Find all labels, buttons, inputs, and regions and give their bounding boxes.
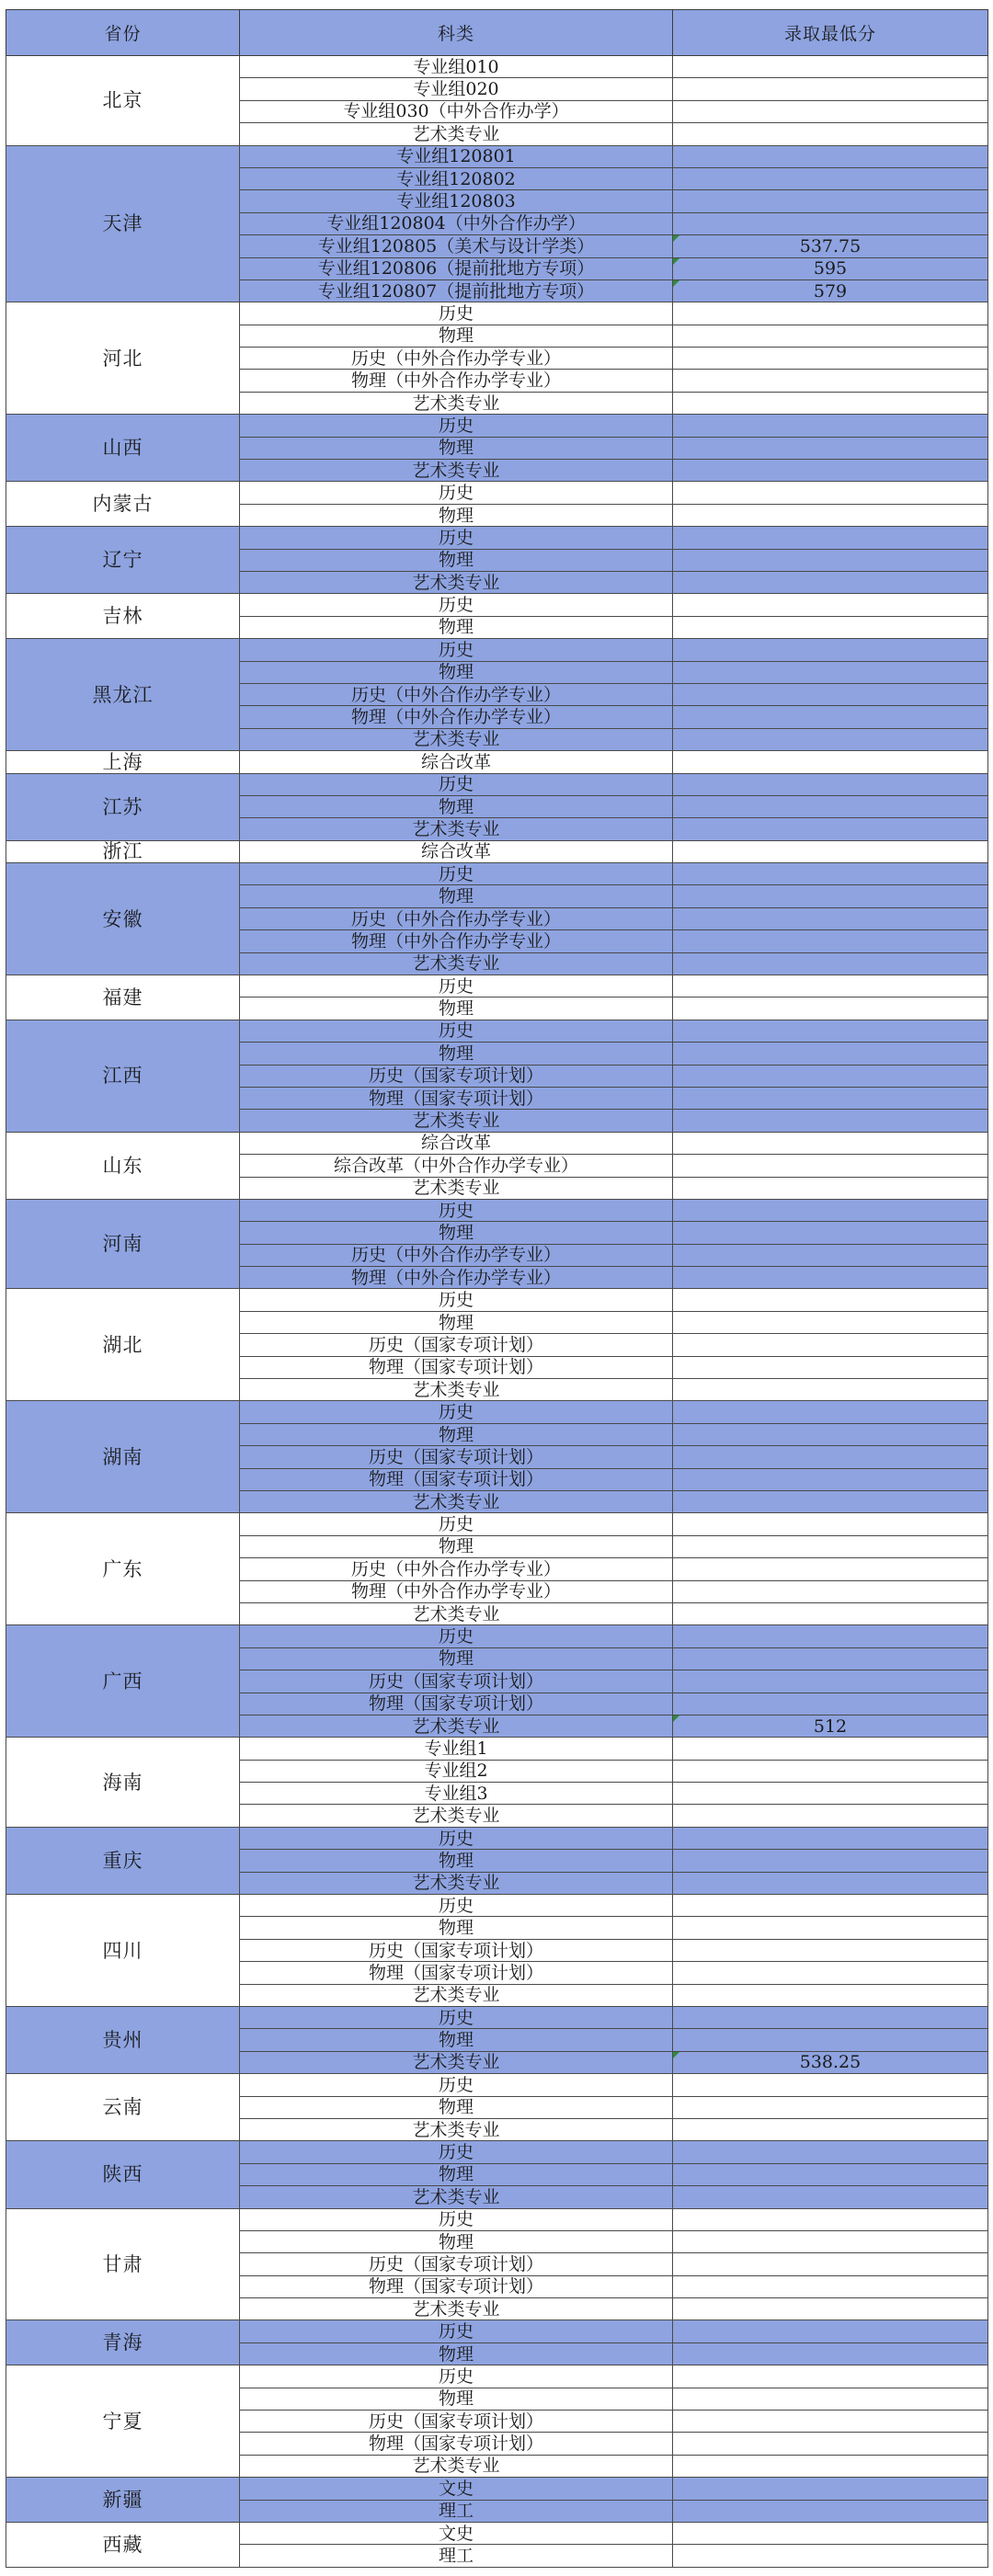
- province-cell: 陕西: [6, 2141, 240, 2208]
- min-score-cell: [673, 1423, 988, 1445]
- category-cell: 物理: [240, 885, 673, 907]
- category-cell: 物理: [240, 325, 673, 347]
- min-score-cell: [673, 325, 988, 347]
- min-score-cell: [673, 706, 988, 728]
- category-cell: 物理: [240, 1311, 673, 1333]
- table-row: [6, 840, 988, 862]
- category-cell: 专业组120803: [240, 190, 673, 212]
- province-cell: 北京: [6, 56, 240, 146]
- province-cell: 重庆: [6, 1827, 240, 1894]
- table-row: [6, 1895, 988, 1917]
- table-row: [6, 975, 988, 997]
- category-cell: 专业组120804（中外合作办学）: [240, 212, 673, 234]
- min-score-cell: [673, 1872, 988, 1894]
- min-score-cell: [673, 392, 988, 414]
- category-cell: 艺术类专业: [240, 2118, 673, 2140]
- min-score-cell: 538.25: [673, 2051, 988, 2073]
- min-score-cell: [673, 2433, 988, 2455]
- min-score-cell: [673, 683, 988, 705]
- min-score-cell: [673, 302, 988, 325]
- min-score-cell: [673, 78, 988, 100]
- min-score-cell: [673, 2074, 988, 2096]
- province-cell: 海南: [6, 1738, 240, 1828]
- category-cell: 物理: [240, 1222, 673, 1244]
- category-cell: 历史（国家专项计划）: [240, 2411, 673, 2433]
- min-score-cell: [673, 437, 988, 459]
- min-score-cell: 537.75: [673, 235, 988, 257]
- category-cell: 历史: [240, 1895, 673, 1917]
- min-score-cell: [673, 751, 988, 773]
- province-cell: 河南: [6, 1199, 240, 1289]
- category-cell: 艺术类专业: [240, 571, 673, 593]
- min-score-cell: [673, 1805, 988, 1827]
- category-cell: 物理: [240, 661, 673, 683]
- min-score-cell: [673, 952, 988, 975]
- category-cell: 物理（中外合作办学专业）: [240, 930, 673, 952]
- min-score-cell: [673, 2208, 988, 2230]
- min-score-cell: [673, 2186, 988, 2208]
- category-cell: 物理: [240, 1535, 673, 1557]
- category-cell: 历史（国家专项计划）: [240, 1334, 673, 1356]
- category-cell: 艺术类专业: [240, 2186, 673, 2208]
- category-cell: 艺术类专业: [240, 460, 673, 482]
- category-cell: 物理: [240, 1850, 673, 1872]
- category-cell: 物理（中外合作办学专业）: [240, 370, 673, 392]
- table-row: [6, 2074, 988, 2096]
- header-row: [6, 10, 988, 56]
- min-score-cell: [673, 190, 988, 212]
- category-cell: 艺术类专业: [240, 1715, 673, 1737]
- category-cell: 历史: [240, 594, 673, 616]
- table-row: [6, 2006, 988, 2028]
- min-score-cell: [673, 1602, 988, 1624]
- category-cell: 艺术类专业: [240, 1872, 673, 1894]
- min-score-cell: [673, 1356, 988, 1378]
- category-cell: 综合改革: [240, 751, 673, 773]
- header-category: 科类: [240, 10, 673, 56]
- min-score-cell: [673, 1738, 988, 1760]
- category-cell: 物理: [240, 1043, 673, 1065]
- category-cell: 文史: [240, 2522, 673, 2544]
- min-score-cell: [673, 1110, 988, 1132]
- table-row: [6, 415, 988, 437]
- table-row: [6, 751, 988, 773]
- province-cell: 甘肃: [6, 2208, 240, 2320]
- category-cell: 物理: [240, 2163, 673, 2185]
- min-score-cell: [673, 2545, 988, 2567]
- category-cell: 理工: [240, 2500, 673, 2522]
- table-row: [6, 56, 988, 78]
- min-score-cell: [673, 616, 988, 638]
- category-cell: 艺术类专业: [240, 952, 673, 975]
- min-score-cell: [673, 1760, 988, 1782]
- min-score-cell: [673, 1827, 988, 1849]
- min-score-cell: [673, 863, 988, 885]
- category-cell: 文史: [240, 2478, 673, 2500]
- min-score-cell: [673, 594, 988, 616]
- category-cell: 理工: [240, 2545, 673, 2567]
- table-row: [6, 639, 988, 661]
- category-cell: 历史: [240, 1401, 673, 1423]
- category-cell: 专业组120802: [240, 167, 673, 189]
- min-score-cell: [673, 1043, 988, 1065]
- min-score-cell: [673, 1065, 988, 1087]
- min-score-cell: [673, 1244, 988, 1266]
- min-score-cell: [673, 1625, 988, 1647]
- min-score-cell: [673, 2365, 988, 2388]
- category-cell: 历史（中外合作办学专业）: [240, 1244, 673, 1266]
- table-row: [6, 1827, 988, 1849]
- min-score-cell: [673, 2253, 988, 2275]
- min-score-cell: [673, 212, 988, 234]
- table-row: [6, 594, 988, 616]
- header-province: 省份: [6, 10, 240, 56]
- min-score-cell: [673, 1850, 988, 1872]
- province-cell: 福建: [6, 975, 240, 1020]
- category-cell: 历史: [240, 527, 673, 549]
- category-cell: 物理（国家专项计划）: [240, 1468, 673, 1490]
- category-cell: 物理（中外合作办学专业）: [240, 1580, 673, 1602]
- min-score-cell: 512: [673, 1715, 988, 1737]
- province-cell: 天津: [6, 145, 240, 302]
- category-cell: 物理: [240, 549, 673, 571]
- table-row: [6, 2141, 988, 2163]
- category-cell: 历史: [240, 2365, 673, 2388]
- province-cell: 山东: [6, 1132, 240, 1199]
- min-score-cell: [673, 818, 988, 840]
- min-score-cell: [673, 1535, 988, 1557]
- category-cell: 艺术类专业: [240, 1805, 673, 1827]
- category-cell: 历史: [240, 773, 673, 795]
- min-score-cell: [673, 2006, 988, 2028]
- min-score-cell: [673, 661, 988, 683]
- category-cell: 历史（国家专项计划）: [240, 1670, 673, 1693]
- min-score-cell: [673, 1491, 988, 1513]
- table-row: [6, 482, 988, 504]
- min-score-cell: [673, 997, 988, 1020]
- min-score-cell: [673, 1580, 988, 1602]
- min-score-cell: [673, 348, 988, 370]
- category-cell: 物理: [240, 795, 673, 817]
- province-cell: 浙江: [6, 840, 240, 862]
- min-score-cell: [673, 1177, 988, 1199]
- category-cell: 物理: [240, 1917, 673, 1939]
- min-score-cell: [673, 482, 988, 504]
- province-cell: 内蒙古: [6, 482, 240, 527]
- category-cell: 物理（国家专项计划）: [240, 1962, 673, 1984]
- min-score-cell: [673, 728, 988, 750]
- table-row: [6, 1513, 988, 1535]
- category-cell: 物理（中外合作办学专业）: [240, 1267, 673, 1289]
- table-row: [6, 1625, 988, 1647]
- min-score-cell: [673, 1917, 988, 1939]
- min-score-cell: [673, 2455, 988, 2477]
- min-score-cell: [673, 1020, 988, 1042]
- province-cell: 湖南: [6, 1401, 240, 1513]
- category-cell: 艺术类专业: [240, 728, 673, 750]
- min-score-cell: [673, 370, 988, 392]
- min-score-cell: [673, 1267, 988, 1289]
- min-score-cell: [673, 885, 988, 907]
- category-cell: 物理（国家专项计划）: [240, 1087, 673, 1109]
- table-row: [6, 1738, 988, 1760]
- province-cell: 西藏: [6, 2522, 240, 2567]
- category-cell: 专业组3: [240, 1783, 673, 1805]
- province-cell: 黑龙江: [6, 639, 240, 751]
- province-cell: 江西: [6, 1020, 240, 1132]
- min-score-cell: [673, 1311, 988, 1333]
- table-row: [6, 1199, 988, 1221]
- category-cell: 物理: [240, 616, 673, 638]
- header-min-score: 录取最低分: [673, 10, 988, 56]
- table-row: [6, 2365, 988, 2388]
- min-score-cell: [673, 907, 988, 929]
- min-score-cell: [673, 930, 988, 952]
- min-score-cell: [673, 795, 988, 817]
- category-cell: 历史: [240, 1513, 673, 1535]
- category-cell: 物理: [240, 997, 673, 1020]
- province-cell: 四川: [6, 1895, 240, 2007]
- category-cell: 专业组120806（提前批地方专项）: [240, 257, 673, 279]
- min-score-cell: [673, 1468, 988, 1490]
- min-score-cell: [673, 145, 988, 167]
- min-score-cell: [673, 2230, 988, 2252]
- category-cell: 历史: [240, 863, 673, 885]
- min-score-cell: [673, 1132, 988, 1154]
- table-row: [6, 1401, 988, 1423]
- min-score-cell: [673, 2411, 988, 2433]
- min-score-cell: 579: [673, 279, 988, 302]
- min-score-cell: [673, 975, 988, 997]
- category-cell: 历史: [240, 415, 673, 437]
- category-cell: 物理: [240, 2029, 673, 2051]
- category-cell: 艺术类专业: [240, 818, 673, 840]
- category-cell: 物理: [240, 437, 673, 459]
- table-row: [6, 302, 988, 325]
- min-score-cell: 595: [673, 257, 988, 279]
- min-score-cell: [673, 2522, 988, 2544]
- category-cell: 艺术类专业: [240, 1110, 673, 1132]
- min-score-cell: [673, 2163, 988, 2185]
- category-cell: 艺术类专业: [240, 2298, 673, 2320]
- category-cell: 历史: [240, 975, 673, 997]
- province-cell: 青海: [6, 2320, 240, 2365]
- min-score-cell: [673, 1783, 988, 1805]
- table-row: [6, 773, 988, 795]
- min-score-cell: [673, 1379, 988, 1401]
- category-cell: 历史: [240, 2208, 673, 2230]
- min-score-cell: [673, 123, 988, 145]
- category-cell: 物理: [240, 1423, 673, 1445]
- category-cell: 专业组120807（提前批地方专项）: [240, 279, 673, 302]
- category-cell: 艺术类专业: [240, 1602, 673, 1624]
- category-cell: 综合改革（中外合作办学专业）: [240, 1155, 673, 1177]
- min-score-cell: [673, 1446, 988, 1468]
- category-cell: 历史: [240, 2141, 673, 2163]
- min-score-cell: [673, 1222, 988, 1244]
- category-cell: 艺术类专业: [240, 123, 673, 145]
- min-score-cell: [673, 1939, 988, 1961]
- category-cell: 物理（中外合作办学专业）: [240, 706, 673, 728]
- category-cell: 综合改革: [240, 840, 673, 862]
- table-row: [6, 1289, 988, 1311]
- category-cell: 历史: [240, 482, 673, 504]
- category-cell: 历史（中外合作办学专业）: [240, 1558, 673, 1580]
- table-row: [6, 2522, 988, 2544]
- category-cell: 物理: [240, 2388, 673, 2410]
- min-score-cell: [673, 2478, 988, 2500]
- admission-score-table: [6, 9, 988, 2568]
- province-cell: 湖北: [6, 1289, 240, 1401]
- category-cell: 物理（国家专项计划）: [240, 1356, 673, 1378]
- category-cell: 艺术类专业: [240, 1491, 673, 1513]
- min-score-cell: [673, 1289, 988, 1311]
- min-score-cell: [673, 2141, 988, 2163]
- category-cell: 历史: [240, 1625, 673, 1647]
- category-cell: 历史: [240, 1199, 673, 1221]
- min-score-cell: [673, 549, 988, 571]
- province-cell: 吉林: [6, 594, 240, 639]
- category-cell: 物理: [240, 2342, 673, 2365]
- category-cell: 专业组020: [240, 78, 673, 100]
- table-row: [6, 2320, 988, 2342]
- min-score-cell: [673, 460, 988, 482]
- category-cell: 历史（国家专项计划）: [240, 1446, 673, 1468]
- min-score-cell: [673, 2388, 988, 2410]
- province-cell: 新疆: [6, 2478, 240, 2523]
- category-cell: 艺术类专业: [240, 392, 673, 414]
- category-cell: 历史: [240, 1289, 673, 1311]
- table-row: [6, 527, 988, 549]
- min-score-cell: [673, 2342, 988, 2365]
- min-score-cell: [673, 504, 988, 526]
- category-cell: 历史: [240, 639, 673, 661]
- table-row: [6, 2208, 988, 2230]
- table-row: [6, 2478, 988, 2500]
- table-row: [6, 145, 988, 167]
- min-score-cell: [673, 2298, 988, 2320]
- category-cell: 历史: [240, 302, 673, 325]
- province-cell: 河北: [6, 302, 240, 415]
- category-cell: 艺术类专业: [240, 1379, 673, 1401]
- min-score-cell: [673, 1199, 988, 1221]
- table-row: [6, 1020, 988, 1042]
- province-cell: 广西: [6, 1625, 240, 1738]
- category-cell: 历史（国家专项计划）: [240, 1939, 673, 1961]
- min-score-cell: [673, 1558, 988, 1580]
- min-score-cell: [673, 415, 988, 437]
- category-cell: 专业组2: [240, 1760, 673, 1782]
- min-score-cell: [673, 1670, 988, 1693]
- min-score-cell: [673, 639, 988, 661]
- min-score-cell: [673, 2320, 988, 2342]
- category-cell: 历史（国家专项计划）: [240, 2253, 673, 2275]
- province-cell: 江苏: [6, 773, 240, 840]
- category-cell: 历史: [240, 1827, 673, 1849]
- province-cell: 广东: [6, 1513, 240, 1625]
- min-score-cell: [673, 2029, 988, 2051]
- category-cell: 专业组120805（美术与设计学类）: [240, 235, 673, 257]
- min-score-cell: [673, 527, 988, 549]
- province-cell: 安徽: [6, 863, 240, 975]
- province-cell: 贵州: [6, 2006, 240, 2073]
- min-score-cell: [673, 1087, 988, 1109]
- category-cell: 物理（国家专项计划）: [240, 2433, 673, 2455]
- category-cell: 历史（中外合作办学专业）: [240, 683, 673, 705]
- category-cell: 历史: [240, 1020, 673, 1042]
- min-score-cell: [673, 1401, 988, 1423]
- min-score-cell: [673, 2275, 988, 2297]
- category-cell: 历史（中外合作办学专业）: [240, 907, 673, 929]
- category-cell: 物理: [240, 2230, 673, 2252]
- min-score-cell: [673, 1895, 988, 1917]
- min-score-cell: [673, 2500, 988, 2522]
- min-score-cell: [673, 2118, 988, 2140]
- category-cell: 历史: [240, 2320, 673, 2342]
- category-cell: 物理: [240, 2096, 673, 2118]
- province-cell: 上海: [6, 751, 240, 773]
- category-cell: 综合改革: [240, 1132, 673, 1154]
- min-score-cell: [673, 2096, 988, 2118]
- min-score-cell: [673, 1984, 988, 2006]
- min-score-cell: [673, 571, 988, 593]
- category-cell: 艺术类专业: [240, 1984, 673, 2006]
- category-cell: 艺术类专业: [240, 2455, 673, 2477]
- category-cell: 历史（中外合作办学专业）: [240, 348, 673, 370]
- category-cell: 历史（国家专项计划）: [240, 1065, 673, 1087]
- min-score-cell: [673, 1155, 988, 1177]
- min-score-cell: [673, 167, 988, 189]
- province-cell: 山西: [6, 415, 240, 482]
- province-cell: 云南: [6, 2074, 240, 2141]
- min-score-cell: [673, 1334, 988, 1356]
- category-cell: 专业组010: [240, 56, 673, 78]
- min-score-cell: [673, 100, 988, 122]
- table-row: [6, 863, 988, 885]
- category-cell: 艺术类专业: [240, 1177, 673, 1199]
- min-score-cell: [673, 1647, 988, 1670]
- category-cell: 物理: [240, 504, 673, 526]
- table-body: [6, 56, 988, 2568]
- category-cell: 物理: [240, 1647, 673, 1670]
- table-row: [6, 1132, 988, 1154]
- province-cell: 宁夏: [6, 2365, 240, 2478]
- category-cell: 历史: [240, 2006, 673, 2028]
- admission-score-table-wrapper: [6, 9, 987, 2568]
- province-cell: 辽宁: [6, 527, 240, 594]
- category-cell: 专业组120801: [240, 145, 673, 167]
- min-score-cell: [673, 1513, 988, 1535]
- min-score-cell: [673, 1962, 988, 1984]
- category-cell: 物理（国家专项计划）: [240, 2275, 673, 2297]
- category-cell: 物理（国家专项计划）: [240, 1693, 673, 1715]
- min-score-cell: [673, 1693, 988, 1715]
- min-score-cell: [673, 840, 988, 862]
- category-cell: 专业组1: [240, 1738, 673, 1760]
- category-cell: 历史: [240, 2074, 673, 2096]
- category-cell: 艺术类专业: [240, 2051, 673, 2073]
- min-score-cell: [673, 773, 988, 795]
- min-score-cell: [673, 56, 988, 78]
- category-cell: 专业组030（中外合作办学）: [240, 100, 673, 122]
